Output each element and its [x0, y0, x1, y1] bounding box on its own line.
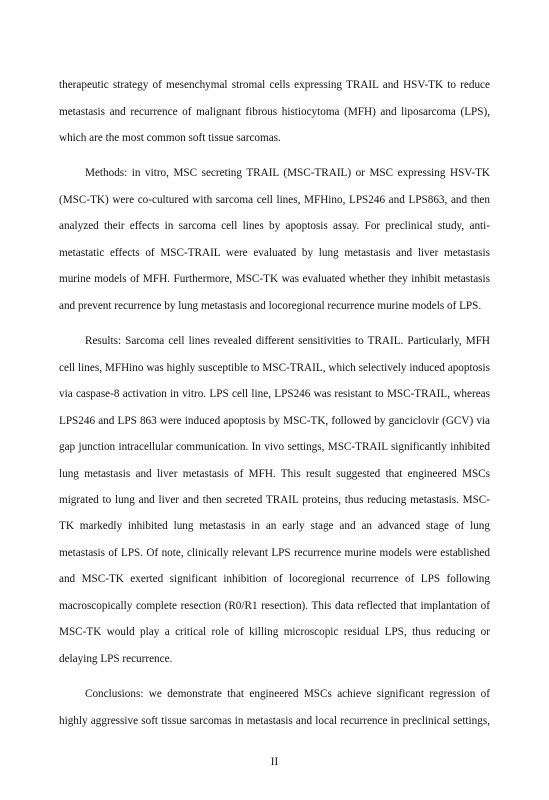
text-line: and MSC-TK exerted significant inhibition of locoregional recurrence of LPS following	[59, 573, 490, 585]
text-line: LPS246 and LPS 863 were induced apoptosis by MSC-TK, followed by ganciclovir (GCV) via	[59, 415, 490, 427]
text-line: metastasis of LPS. Of note, clinically relevant LPS recurrence murine models were established	[59, 547, 490, 559]
text-line: migrated to lung and liver and then secreted TRAIL proteins, thus reducing metastasis. MSC-	[59, 494, 490, 506]
text-line: via caspase-8 activation in vitro. LPS cell line, LPS246 was resistant to MSC-TRAIL, whereas	[59, 388, 490, 400]
text-line: metastatic effects of MSC-TRAIL were evaluated by lung metastasis and liver metastasis	[59, 247, 490, 259]
text-line: cell lines, MFHino was highly susceptible to MSC-TRAIL, which selectively induced apoptosis	[59, 362, 490, 374]
text-line: therapeutic strategy of mesenchymal stromal cells expressing TRAIL and HSV-TK to reduce	[59, 79, 490, 91]
text-line: metastasis and recurrence of malignant fibrous histiocytoma (MFH) and liposarcoma (LPS),	[59, 106, 490, 118]
text-line: murine models of MFH. Furthermore, MSC-TK was evaluated whether they inhibit metastasis	[59, 273, 490, 285]
text-line: TK markedly inhibited lung metastasis in an early stage and an advanced stage of lung	[59, 520, 490, 532]
page-number: II	[270, 756, 279, 768]
text-line: delaying LPS recurrence.	[59, 653, 173, 665]
text-line: gap junction intracellular communication. In vivo settings, MSC-TRAIL significantly inhibited	[59, 441, 490, 453]
text-line: Results: Sarcoma cell lines revealed different sensitivities to TRAIL. Particularly, MFH	[85, 335, 490, 347]
text-line: which are the most common soft tissue sarcomas.	[59, 132, 281, 144]
text-line: and prevent recurrence by lung metastasis and locoregional recurrence murine models of LPS.	[59, 300, 482, 312]
text-line: highly aggressive soft tissue sarcomas in metastasis and local recurrence in preclinical settings,	[59, 715, 490, 727]
text-line: Conclusions: we demonstrate that engineered MSCs achieve significant regression of	[85, 688, 490, 700]
text-line: lung metastasis and liver metastasis of MFH. This result suggested that engineered MSCs	[59, 468, 490, 480]
text-line: (MSC-TK) were co-cultured with sarcoma cell lines, MFHino, LPS246 and LPS863, and then	[59, 194, 490, 206]
text-line: analyzed their effects in sarcoma cell lines by apoptosis assay. For preclinical study, anti-	[59, 220, 490, 232]
text-line: Methods: in vitro, MSC secreting TRAIL (MSC-TRAIL) or MSC expressing HSV-TK	[85, 167, 490, 179]
text-line: macroscopically complete resection (R0/R1 resection). This data reflected that implantation of	[59, 600, 490, 612]
text-line: MSC-TK would play a critical role of killing microscopic residual LPS, thus reducing or	[59, 626, 490, 638]
